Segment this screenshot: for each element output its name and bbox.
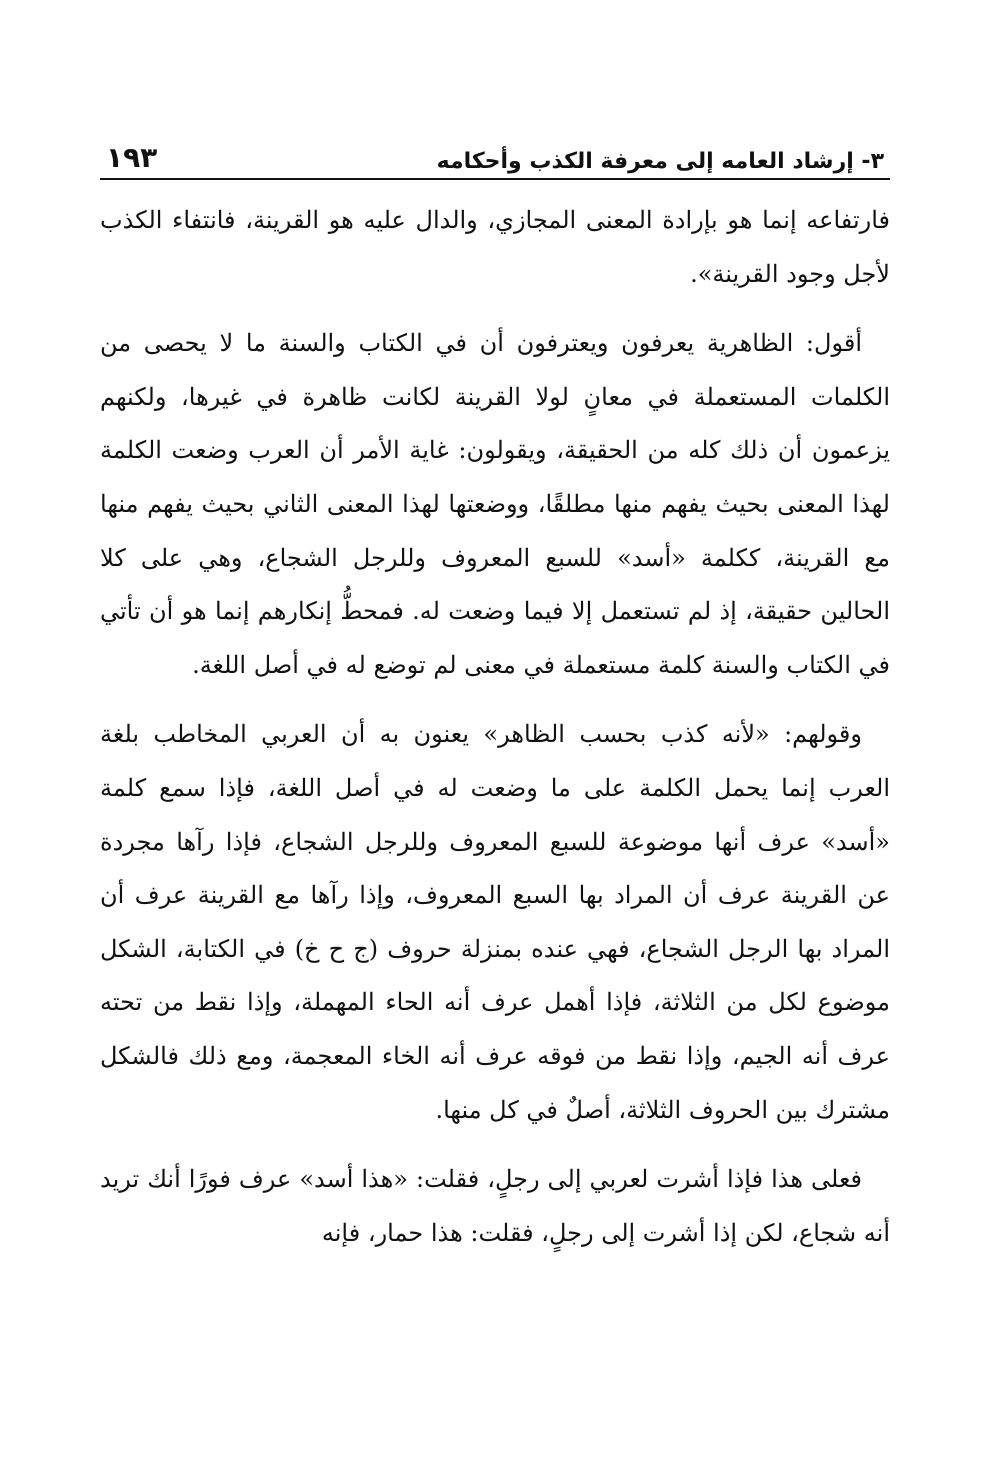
paragraph-3: وقولهم: «لأنه كذب بحسب الظاهر» يعنون به أن العربي المخاطب بلغة العرب إنما يحمل الكلمة على ما وضعت له في أصل اللغة، فإذا سمع كلمة «أسد» عرف أنها موضوعة للسبع المعروف وللرجل الشجاع، فإذا رآها مجردة عن القرينة عرف أن المراد بها السبع المعروف، وإذا رآها مع القرينة عرف أن المراد بها الرجل الشجاع، فهي عنده بمنزلة حروف (ج ح خ) في الكتابة، الشكل موضوع لكل من الثلاثة، فإذا أهمل عرف أنه الحاء المهملة، وإذا نقط من تحته عرف أنه الجيم، وإذا نقط من فوقه عرف أنه الخاء المعجمة، ومع ذلك فالشكل مشترك بين الحروف الثلاثة، أصلٌ في كل منها. [100,720,891,1124]
paragraph-4: فعلى هذا فإذا أشرت لعربي إلى رجلٍ، فقلت: «هذا أسد» عرف فورًا أنك تريد أنه شجاع، لكن إذا أشرت إلى رجلٍ، فقلت: هذا حمار، فإنه [100,1165,890,1247]
body-text [100,194,890,1260]
paragraph-2: أقول: الظاهرية يعرفون ويعترفون أن في الكتاب والسنة ما لا يحصى من الكلمات المستعملة في معانٍ لولا القرينة لكانت ظاهرة في غيرها، ولكنهم يزعمون أن ذلك كله من الحقيقة، ويقولون: غاية الأمر أن العرب وضعت الكلمة لهذا المعنى بحيث يفهم منها مطلقًا، ووضعتها لهذا المعنى الثاني بحيث يفهم منها مع القرينة، ككلمة «أسد» للسبع المعروف وللرجل الشجاع، وهي على كلا الحالين حقيقة، إذ لم تستعمل إلا فيما وضعت له. فمحطُّ إنكارهم إنما هو أن تأتي في الكتاب والسنة كلمة مستعملة في معنى لم توضع له في أصل اللغة. [100,329,890,679]
page-number: ١٩٣ [106,141,158,174]
paragraph-1: فارتفاعه إنما هو بإرادة المعنى المجازي، والدال عليه هو القرينة، فانتفاء الكذب لأجل وجود القرينة». [100,206,890,288]
book-page [100,130,890,1276]
chapter-title: ٣- إرشاد العامه إلى معرفة الكذب وأحكامه [436,149,884,174]
running-header [100,130,890,180]
